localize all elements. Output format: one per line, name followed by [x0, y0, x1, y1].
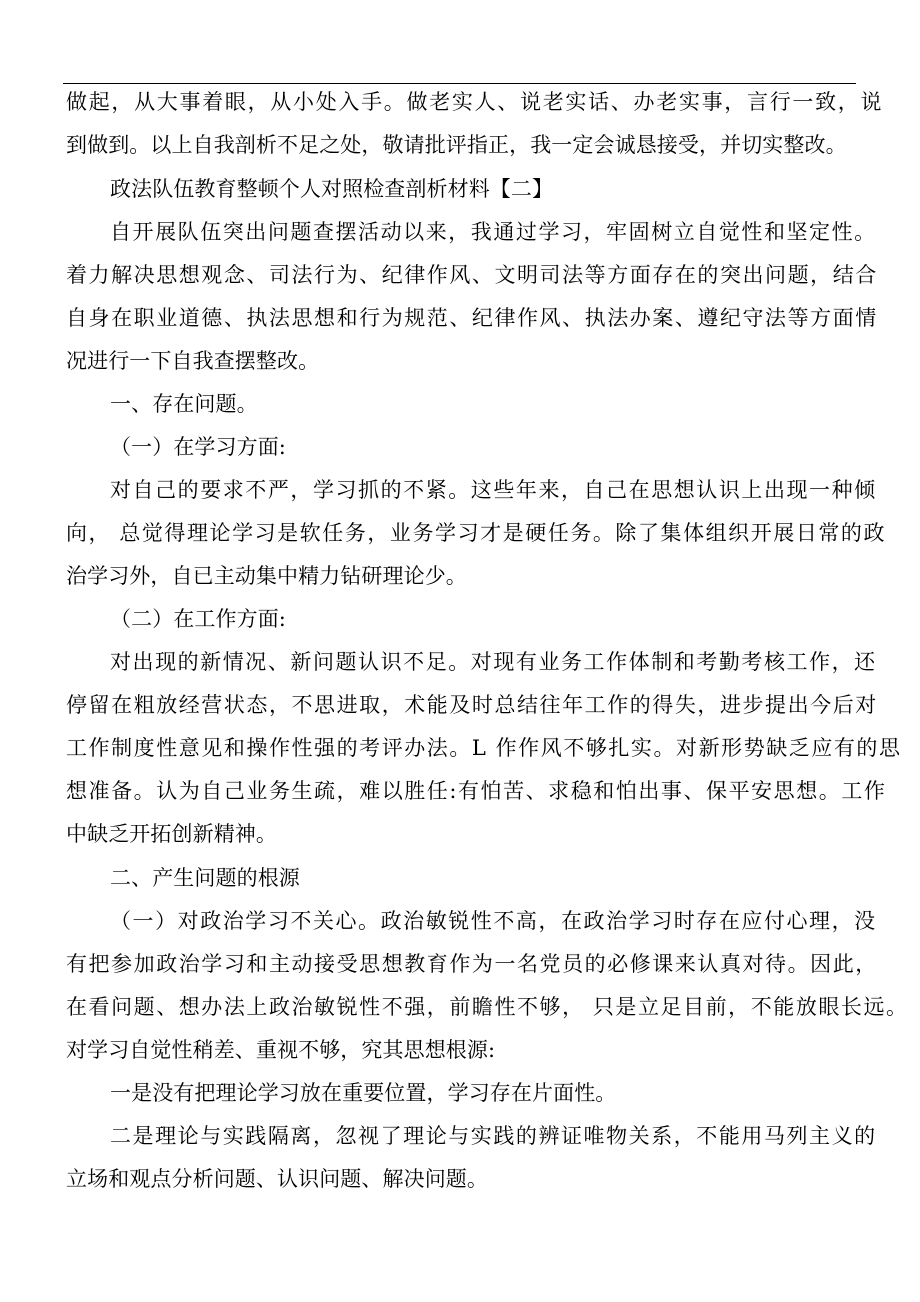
body-text-line: 况进行一下自我查摆整改。: [66, 349, 320, 373]
body-text-line: 到做到。以上自我剖析不足之处，敬请批评指正，我一定会诚恳接受，并切实整改。: [66, 133, 847, 157]
body-text-line: 对出现的新情况、新问题认识不足。对现有业务工作体制和考勤考核工作，还: [110, 650, 877, 674]
body-text-line: 立场和观点分析问题、认识问题、解决问题。: [66, 1167, 488, 1191]
body-text-line: 想准备。认为自己业务生疏，难以胜任:有怕苦、求稳和怕出事、保平安思想。工作: [66, 779, 887, 803]
body-text-line: 自开展队伍突出问题查摆活动以来，我通过学习，牢固树立自觉性和坚定性。: [110, 220, 877, 244]
body-text-line: 一是没有把理论学习放在重要位置，学习存在片面性。: [110, 1081, 617, 1105]
body-text-line: 停留在粗放经营状态，不思进取，术能及时总结往年工作的得失，进步提出今后对: [66, 693, 878, 717]
body-text-line: 着力解决思想观念、司法行为、纪律作风、文明司法等方面存在的突出问题，结合: [66, 263, 878, 287]
body-text-line: 在看问题、想办法上政治敏锐性不强，前瞻性不够， 只是立足目前，不能放眼长远。: [66, 995, 909, 1019]
body-text-line: 对自己的要求不严，学习抓的不紧。这些年来，自己在思想认识上出现一种倾: [110, 478, 877, 502]
body-text-line: 治学习外，自已主动集中精力钻研理论少。: [66, 564, 467, 588]
body-text-line: 做起，从大事着眼，从小处入手。做老实人、说老实话、办老实事，言行一致，说: [66, 90, 884, 114]
body-text-line: 自身在职业道德、执法思想和行为规范、纪律作风、执法办案、遵纪守法等方面情: [66, 306, 878, 330]
heading-level-1: 二、产生问题的根源: [110, 866, 300, 890]
body-text-line: 工作制度性意见和操作性强的考评办法。L 作作风不够扎实。对新形势缺乏应有的思: [66, 736, 902, 760]
section-title: 政法队伍教育整顿个人对照检查剖析材料【二】: [110, 177, 554, 201]
body-text-line: 二是理论与实践隔离，忽视了理论与实践的辨证唯物关系，不能用马列主义的: [110, 1124, 877, 1148]
body-text-line: （一）对政治学习不关心。政治敏锐性不高，在政治学习时存在应付心理，没: [110, 909, 877, 933]
body-text-line: 向， 总觉得理论学习是软任务，业务学习才是硬任务。除了集体组织开展日常的政: [66, 521, 887, 545]
header-rule: [63, 83, 856, 84]
body-text-line: 对学习自觉性稍差、重视不够，究其思想根源:: [66, 1038, 496, 1062]
heading-level-2: （二）在工作方面:: [110, 607, 286, 631]
heading-level-2: （一）在学习方面:: [110, 435, 286, 459]
body-text-line: 有把参加政治学习和主动接受思想教育作为一名党员的必修课来认真对待。因此，: [66, 952, 878, 976]
heading-level-1: 一、存在问题。: [110, 392, 258, 416]
body-text-line: 中缺乏开拓创新精神。: [66, 822, 277, 846]
